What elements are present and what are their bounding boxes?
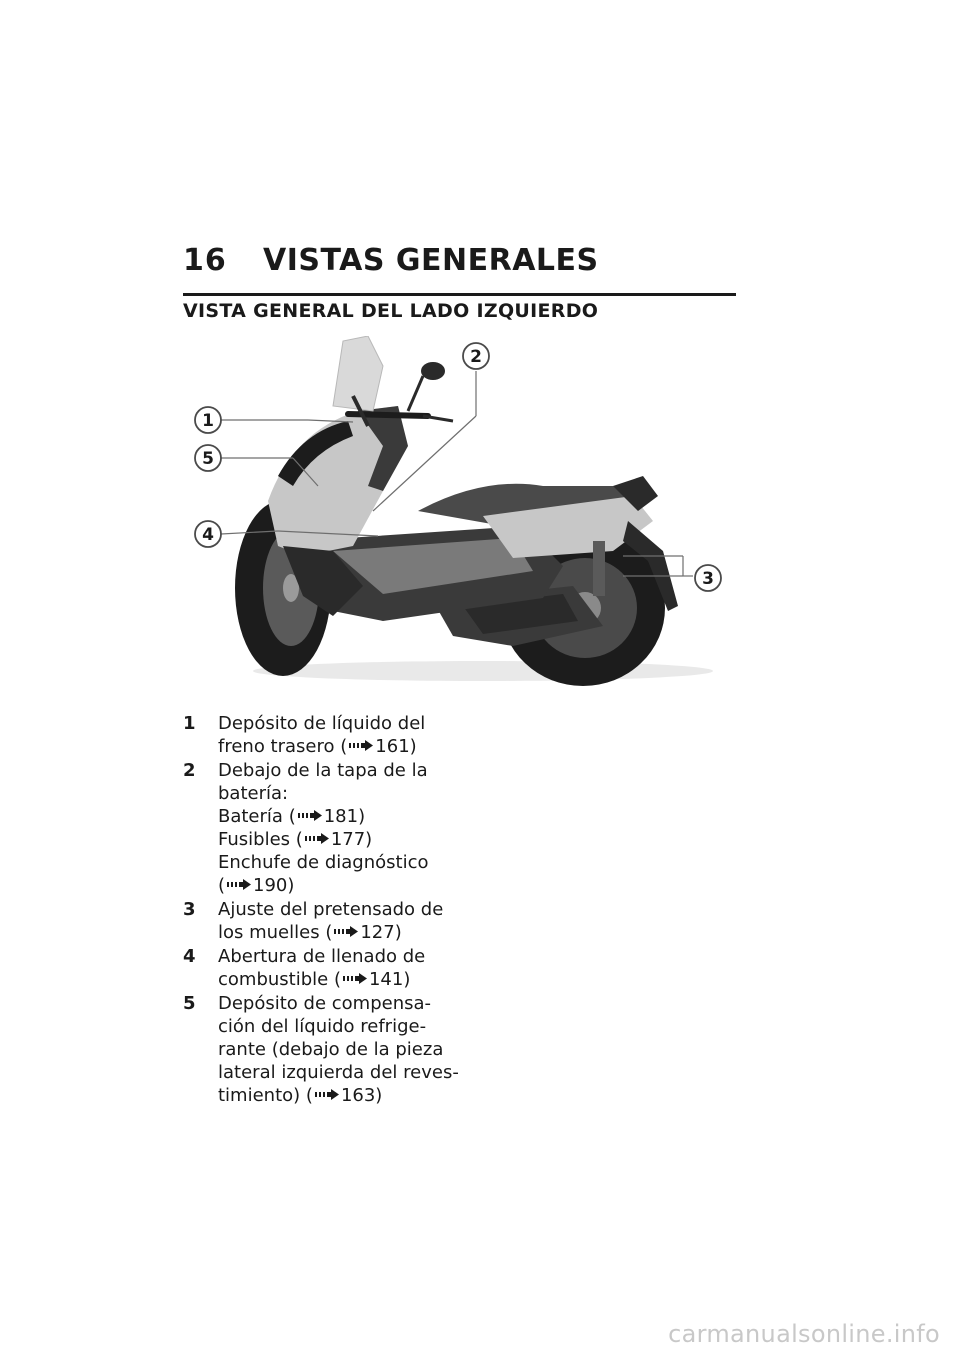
scooter-illustration [183,336,736,696]
legend-text: lateral izquierda del reves- [218,1062,459,1083]
callout-5 [195,445,221,471]
legend-number: 5 [183,993,196,1014]
legend-item [183,992,463,1107]
legend-subitem: Batería [218,806,283,827]
arrow-icon [315,1089,339,1100]
watermark: carmanualsonline.info [668,1320,940,1348]
legend-item [183,898,463,944]
legend-text: Abertura de llenado de [218,946,426,967]
callout-3 [695,565,721,591]
page-header [183,240,736,280]
arrow-icon [227,879,251,890]
page-reference[interactable]: ( 127) [325,922,402,943]
legend-text: Ajuste del pretensado de [218,899,444,920]
svg-text:1: 1 [202,411,214,431]
legend-item [183,759,463,897]
legend-text: los muelles [218,922,320,943]
legend-number: 3 [183,899,196,920]
legend-text: Depósito de líquido del [218,713,426,734]
svg-text:5: 5 [202,449,214,469]
chapter-title: VISTAS GENERALES [263,242,599,278]
page-reference[interactable]: ( 177) [295,829,373,850]
callout-2 [463,343,489,369]
legend-text: freno trasero [218,736,335,757]
page-reference[interactable]: ( 161) [340,736,417,757]
legend-text: batería: [218,783,289,804]
legend-number: 4 [183,946,196,967]
arrow-icon [349,740,373,751]
legend-text: timiento) [218,1085,301,1106]
arrow-icon [334,926,358,937]
header-divider [183,293,736,296]
page-reference[interactable]: ( 190) [218,875,295,896]
svg-text:2: 2 [470,347,482,367]
page-reference[interactable]: ( 163) [305,1085,383,1106]
arrow-icon [298,810,322,821]
legend-number: 1 [183,713,196,734]
arrow-icon [305,833,329,844]
legend [183,712,463,1108]
page-reference[interactable]: ( 141) [333,969,411,990]
arrow-icon [343,973,367,984]
page-reference[interactable]: ( 181) [288,806,366,827]
page-number: 16 [183,242,227,278]
legend-item [183,712,463,758]
legend-text: Depósito de compensa- [218,993,432,1014]
section-title: VISTA GENERAL DEL LADO IZQUIERDO [183,300,599,322]
legend-text: ción del líquido refrige- [218,1016,427,1037]
legend-subitem: Enchufe de diagnóstico [218,852,429,873]
legend-text: combustible [218,969,329,990]
legend-subitem: Fusibles [218,829,291,850]
legend-number: 2 [183,760,196,781]
svg-text:4: 4 [202,525,214,545]
callout-4 [195,521,221,547]
legend-text: rante (debajo de la pieza [218,1039,444,1060]
svg-text:3: 3 [702,569,714,589]
legend-item [183,945,463,991]
callout-1 [195,407,221,433]
legend-text: Debajo de la tapa de la [218,760,428,781]
